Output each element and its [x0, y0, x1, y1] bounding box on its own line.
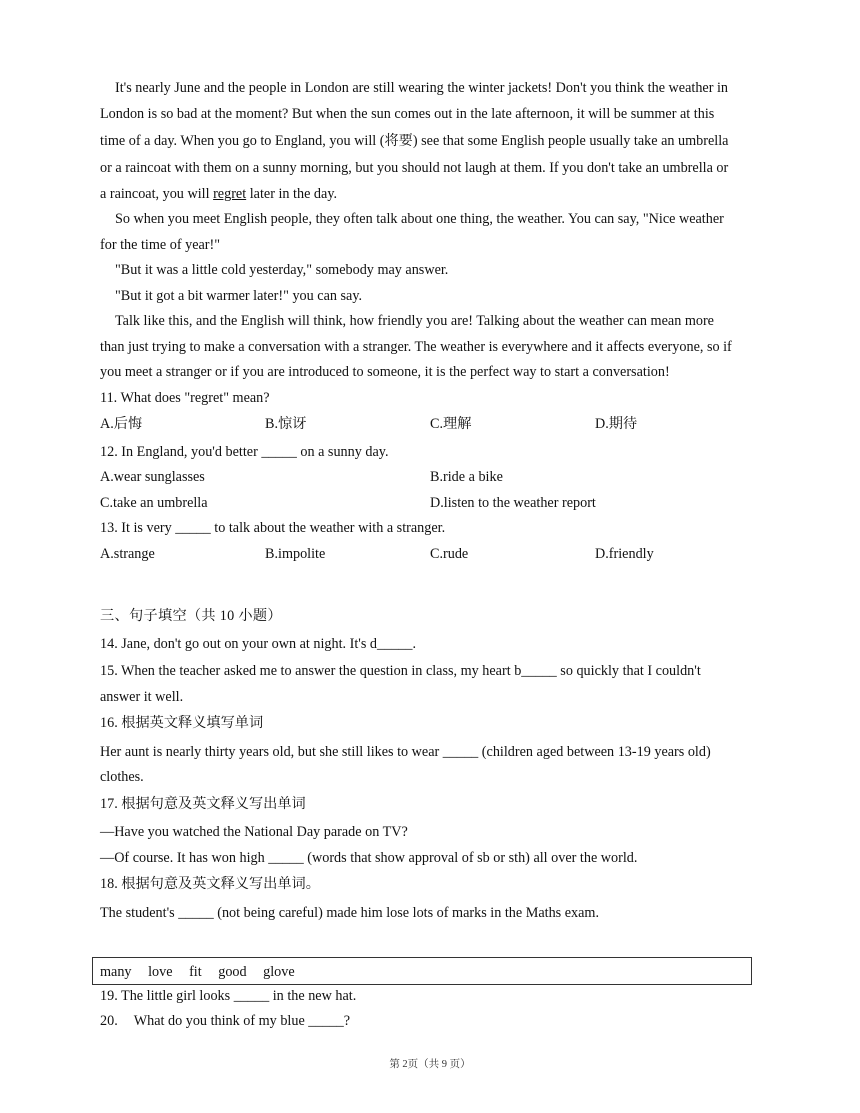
word-box-item: many	[100, 964, 132, 980]
question-stem: 11. What does "regret" mean?	[100, 390, 270, 406]
question-stem: answer it well.	[100, 689, 184, 705]
question-stem: 12. In England, you'd better _____ on a sunny day.	[100, 444, 389, 460]
option-a: A.wear sunglasses	[100, 469, 205, 485]
question-stem: 15. When the teacher asked me to answer the question in class, my heart b_____ so quickly that I couldn't	[100, 663, 701, 679]
section-heading: 三、句子填空（共 10 小题）	[100, 608, 282, 624]
question-text: What do you think of my blue _____?	[133, 1013, 351, 1029]
underlined-word-regret: regret	[213, 186, 247, 202]
passage-line: It's nearly June and the people in London are still wearing the winter jackets! Don't you think the weather in	[115, 80, 729, 96]
question-title: 17. 根据句意及英文释义写出单词	[100, 796, 306, 812]
word-box-item: good	[218, 964, 247, 980]
question-title: 16. 根据英文释义填写单词	[100, 715, 264, 731]
passage-text: later in the day.	[246, 186, 338, 202]
option-b: B.ride a bike	[430, 469, 503, 485]
question-stem: 19. The little girl looks _____ in the new hat.	[100, 988, 357, 1004]
option-d: D.friendly	[595, 546, 654, 562]
question-stem: —Have you watched the National Day parade on TV?	[100, 824, 408, 840]
passage-line: London is so bad at the moment? But when the sun comes out in the late afternoon, it will be summer at this	[100, 106, 715, 122]
question-stem	[100, 1012, 350, 1030]
passage-line: than just trying to make a conversation with a stranger. The weather is everywhere and it affects everyone, so if	[100, 339, 732, 355]
option-b: B.impolite	[265, 546, 326, 562]
question-title: 18. 根据句意及英文释义写出单词。	[100, 876, 320, 892]
page-footer: 第 2页（共 9 页）	[389, 1059, 471, 1070]
passage-line: Talk like this, and the English will think, how friendly you are! Talking about the weather can mean more	[115, 313, 714, 329]
question-stem: —Of course. It has won high _____ (words that show approval of sb or sth) all over the world.	[100, 850, 638, 866]
word-box	[92, 957, 752, 985]
question-stem: The student's _____ (not being careful) made him lose lots of marks in the Maths exam.	[100, 905, 600, 921]
passage-line: or a raincoat with them on a sunny morning, but you should not laugh at them. If you don't take an umbrella or	[100, 160, 729, 176]
passage-line	[100, 185, 337, 203]
passage-line: "But it got a bit warmer later!" you can say.	[115, 288, 363, 304]
passage-line: you meet a stranger or if you are introduced to someone, it is the perfect way to start a conversation!	[100, 364, 670, 380]
word-box-item: glove	[263, 964, 295, 980]
passage-line: for the time of year!"	[100, 237, 221, 253]
question-stem: Her aunt is nearly thirty years old, but she still likes to wear _____ (children aged between 13-19 years old)	[100, 744, 711, 760]
question-stem: 13. It is very _____ to talk about the weather with a stranger.	[100, 520, 446, 536]
option-a: A.后悔	[100, 416, 143, 432]
word-box-item: love	[148, 964, 173, 980]
passage-line: time of a day. When you go to England, you will (将要) see that some English people usually take an umbrella	[100, 133, 729, 149]
passage-text: a raincoat, you will	[100, 186, 214, 202]
option-b: B.惊讶	[265, 416, 307, 432]
question-stem: 14. Jane, don't go out on your own at night. It's d_____.	[100, 636, 417, 652]
word-box-item: fit	[189, 964, 202, 980]
question-stem: clothes.	[100, 769, 144, 785]
option-c: C.rude	[430, 546, 469, 562]
option-d: D.listen to the weather report	[430, 495, 596, 511]
question-number: 20.	[100, 1013, 118, 1029]
option-c: C.理解	[430, 416, 472, 432]
option-a: A.strange	[100, 546, 155, 562]
passage-line: So when you meet English people, they often talk about one thing, the weather. You can say, "Nice weather	[115, 211, 724, 227]
passage-line: "But it was a little cold yesterday," somebody may answer.	[115, 262, 449, 278]
option-c: C.take an umbrella	[100, 495, 208, 511]
option-d: D.期待	[595, 416, 638, 432]
